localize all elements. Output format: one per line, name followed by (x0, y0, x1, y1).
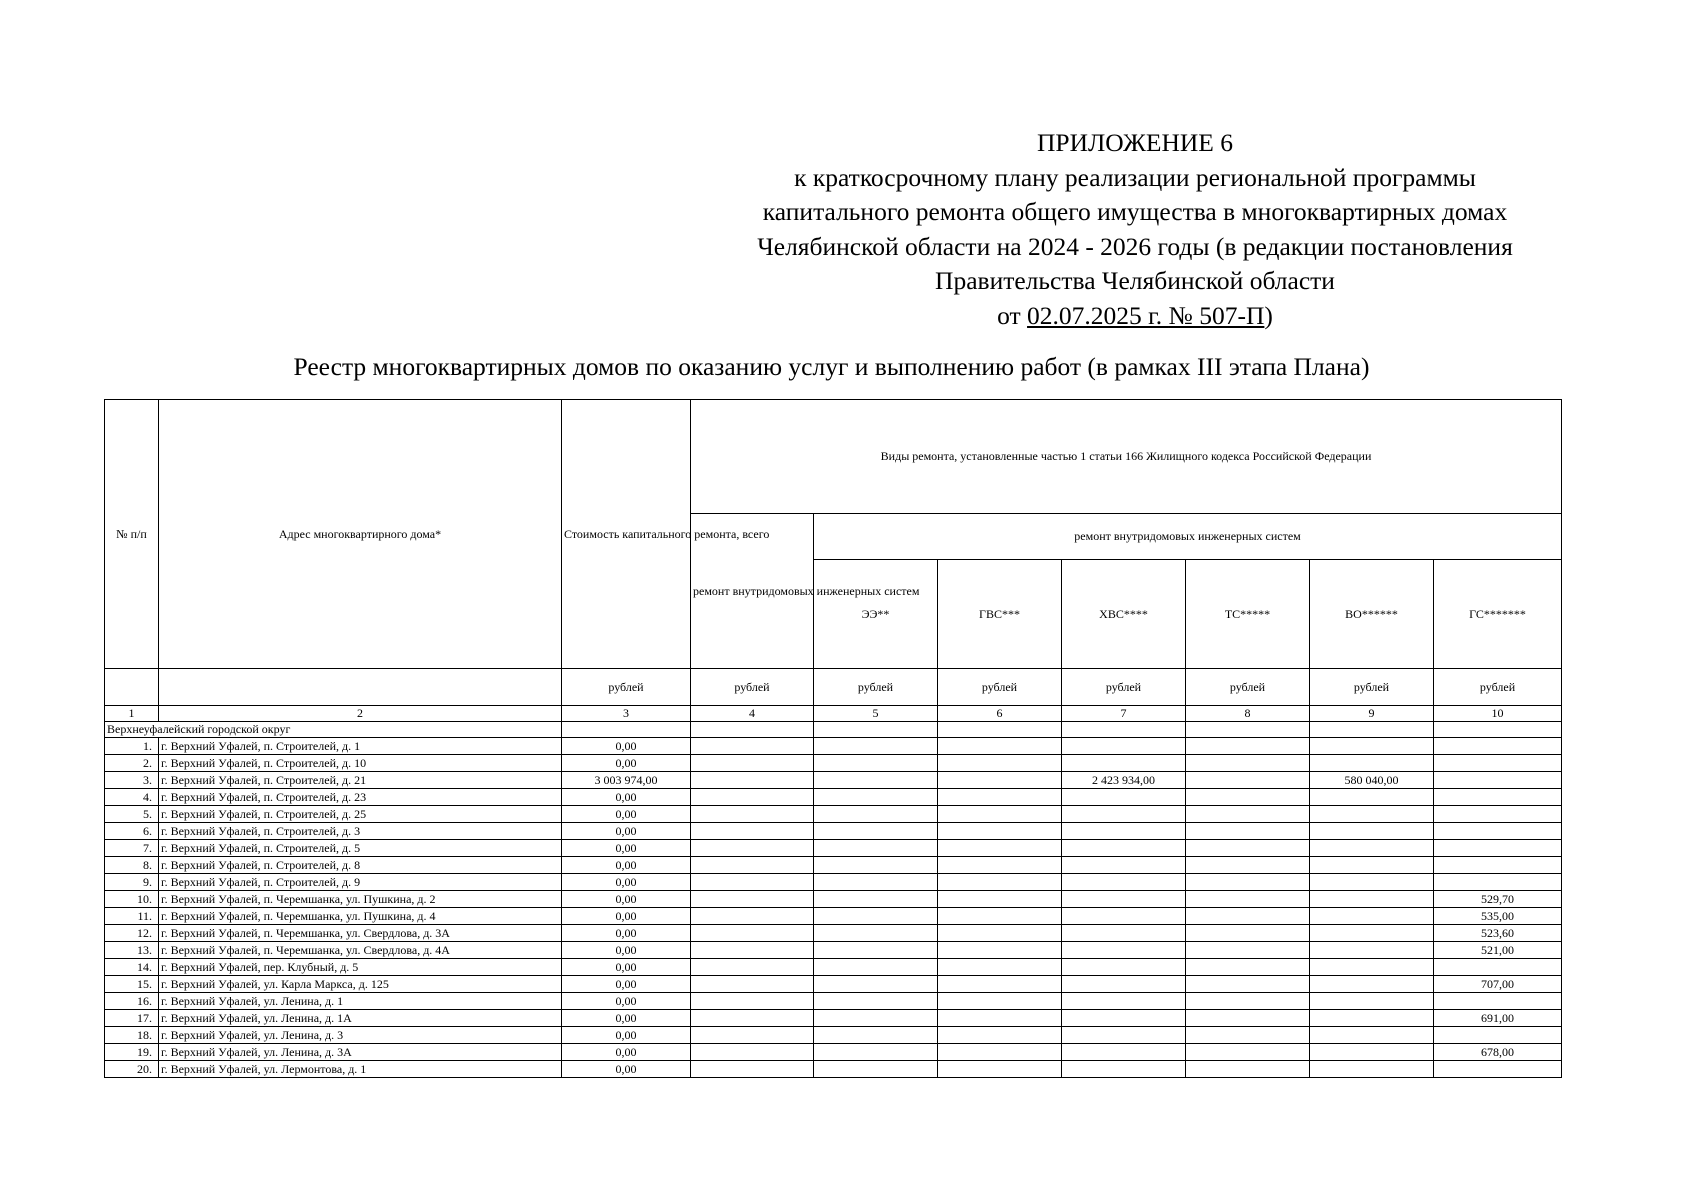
row-gs (1434, 857, 1562, 874)
row-internal (691, 1010, 814, 1027)
row-gvs (938, 789, 1062, 806)
row-gvs (938, 993, 1062, 1010)
row-vo (1310, 755, 1434, 772)
registry-table (104, 399, 1562, 1078)
empty-cell (691, 722, 814, 738)
row-ee (814, 891, 938, 908)
table-row (105, 806, 1562, 823)
row-number: 18. (105, 1027, 159, 1044)
header-hvs: ХВС**** (1062, 560, 1186, 669)
row-number: 17. (105, 1010, 159, 1027)
row-cost: 0,00 (562, 789, 691, 806)
row-address: г. Верхний Уфалей, п. Строителей, д. 25 (159, 806, 562, 823)
header-empty (105, 669, 159, 706)
row-hvs (1062, 891, 1186, 908)
row-gs (1434, 772, 1562, 789)
header-empty (159, 669, 562, 706)
table-row (105, 874, 1562, 891)
header-internal-systems: ремонт внутридомовых инженерных систем (691, 514, 814, 669)
row-ts (1186, 942, 1310, 959)
row-gvs (938, 806, 1062, 823)
unit-ee: рублей (814, 669, 938, 706)
header-internal-systems-group: ремонт внутридомовых инженерных систем (814, 514, 1562, 560)
row-hvs (1062, 755, 1186, 772)
header-gvs: ГВС*** (938, 560, 1062, 669)
row-number: 12. (105, 925, 159, 942)
row-gvs (938, 1044, 1062, 1061)
row-number: 9. (105, 874, 159, 891)
row-vo (1310, 738, 1434, 755)
row-number: 10. (105, 891, 159, 908)
row-cost: 0,00 (562, 874, 691, 891)
row-ee (814, 959, 938, 976)
row-hvs (1062, 1027, 1186, 1044)
row-internal (691, 908, 814, 925)
row-cost: 0,00 (562, 908, 691, 925)
table-row (105, 976, 1562, 993)
table-row (105, 1061, 1562, 1078)
row-hvs (1062, 976, 1186, 993)
row-gs: 529,70 (1434, 891, 1562, 908)
row-ts (1186, 806, 1310, 823)
row-gs (1434, 959, 1562, 976)
row-number: 16. (105, 993, 159, 1010)
table-row (105, 755, 1562, 772)
row-gs (1434, 738, 1562, 755)
row-gvs (938, 1010, 1062, 1027)
row-gs (1434, 840, 1562, 857)
table-row (105, 908, 1562, 925)
row-hvs (1062, 806, 1186, 823)
row-internal (691, 823, 814, 840)
resolution-suffix: ) (1264, 300, 1273, 330)
row-address: г. Верхний Уфалей, пер. Клубный, д. 5 (159, 959, 562, 976)
table-row (105, 1044, 1562, 1061)
table-row (105, 772, 1562, 789)
unit-internal: рублей (691, 669, 814, 706)
row-ts (1186, 857, 1310, 874)
row-hvs (1062, 908, 1186, 925)
row-hvs (1062, 993, 1186, 1010)
row-hvs (1062, 823, 1186, 840)
header-cost: Стоимость капитального ремонта, всего (562, 400, 691, 669)
row-ee (814, 925, 938, 942)
row-internal (691, 857, 814, 874)
row-hvs (1062, 942, 1186, 959)
row-hvs (1062, 789, 1186, 806)
row-address: г. Верхний Уфалей, п. Строителей, д. 21 (159, 772, 562, 789)
row-internal (691, 891, 814, 908)
row-hvs (1062, 959, 1186, 976)
row-gvs (938, 1027, 1062, 1044)
row-gvs (938, 772, 1062, 789)
row-gvs (938, 976, 1062, 993)
row-ee (814, 789, 938, 806)
row-cost: 0,00 (562, 823, 691, 840)
row-internal (691, 789, 814, 806)
row-vo (1310, 840, 1434, 857)
row-ee (814, 1027, 938, 1044)
row-cost: 0,00 (562, 959, 691, 976)
col-number: 5 (814, 706, 938, 722)
row-ee (814, 908, 938, 925)
row-gs (1434, 993, 1562, 1010)
header-ee: ЭЭ** (814, 560, 938, 669)
col-number: 4 (691, 706, 814, 722)
row-internal (691, 959, 814, 976)
row-internal (691, 806, 814, 823)
row-cost: 0,00 (562, 993, 691, 1010)
col-number: 2 (159, 706, 562, 722)
row-ts (1186, 891, 1310, 908)
row-vo: 580 040,00 (1310, 772, 1434, 789)
table-row (105, 891, 1562, 908)
row-gvs (938, 891, 1062, 908)
row-address: г. Верхний Уфалей, ул. Лермонтова, д. 1 (159, 1061, 562, 1078)
unit-cost: рублей (562, 669, 691, 706)
row-number: 8. (105, 857, 159, 874)
row-ee (814, 840, 938, 857)
empty-cell (1310, 722, 1434, 738)
row-ts (1186, 772, 1310, 789)
row-gs (1434, 789, 1562, 806)
row-ee (814, 772, 938, 789)
appendix-header (690, 126, 1580, 333)
unit-vo: рублей (1310, 669, 1434, 706)
row-gs (1434, 1027, 1562, 1044)
row-vo (1310, 925, 1434, 942)
row-ee (814, 806, 938, 823)
row-ee (814, 1061, 938, 1078)
row-internal (691, 925, 814, 942)
row-number: 20. (105, 1061, 159, 1078)
row-internal (691, 993, 814, 1010)
row-gs: 521,00 (1434, 942, 1562, 959)
row-vo (1310, 976, 1434, 993)
row-internal (691, 772, 814, 789)
row-hvs (1062, 738, 1186, 755)
table-row (105, 942, 1562, 959)
row-hvs (1062, 925, 1186, 942)
district-name: Верхнеуфалейский городской округ (105, 722, 562, 738)
row-number: 19. (105, 1044, 159, 1061)
row-cost: 0,00 (562, 755, 691, 772)
row-ts (1186, 823, 1310, 840)
row-ts (1186, 993, 1310, 1010)
row-ee (814, 1010, 938, 1027)
row-number: 11. (105, 908, 159, 925)
row-number: 2. (105, 755, 159, 772)
appendix-line: Правительства Челябинской области (935, 266, 1335, 295)
row-ts (1186, 1061, 1310, 1078)
row-ts (1186, 1010, 1310, 1027)
row-ee (814, 874, 938, 891)
row-hvs: 2 423 934,00 (1062, 772, 1186, 789)
row-ts (1186, 1044, 1310, 1061)
row-ts (1186, 925, 1310, 942)
row-ee (814, 993, 938, 1010)
empty-cell (562, 722, 691, 738)
row-internal (691, 874, 814, 891)
row-cost: 0,00 (562, 1027, 691, 1044)
row-address: г. Верхний Уфалей, п. Строителей, д. 5 (159, 840, 562, 857)
row-ts (1186, 789, 1310, 806)
row-vo (1310, 1044, 1434, 1061)
col-number: 8 (1186, 706, 1310, 722)
row-gs: 523,60 (1434, 925, 1562, 942)
row-gs: 691,00 (1434, 1010, 1562, 1027)
row-internal (691, 840, 814, 857)
row-cost: 0,00 (562, 1061, 691, 1078)
row-number: 4. (105, 789, 159, 806)
table-body (105, 738, 1562, 1078)
row-gs: 678,00 (1434, 1044, 1562, 1061)
table-row (105, 1010, 1562, 1027)
col-number: 7 (1062, 706, 1186, 722)
row-internal (691, 1044, 814, 1061)
row-cost: 0,00 (562, 891, 691, 908)
row-address: г. Верхний Уфалей, п. Строителей, д. 23 (159, 789, 562, 806)
row-gs (1434, 823, 1562, 840)
row-gs (1434, 1061, 1562, 1078)
row-gvs (938, 823, 1062, 840)
row-address: г. Верхний Уфалей, ул. Ленина, д. 1А (159, 1010, 562, 1027)
row-gs (1434, 755, 1562, 772)
row-gvs (938, 874, 1062, 891)
row-vo (1310, 942, 1434, 959)
row-vo (1310, 1061, 1434, 1078)
resolution-date: 02.07.2025 г. (1027, 300, 1169, 330)
resolution-prefix: от (997, 300, 1028, 330)
header-num: № п/п (105, 400, 159, 669)
row-vo (1310, 1027, 1434, 1044)
col-number: 10 (1434, 706, 1562, 722)
row-ee (814, 857, 938, 874)
unit-gs: рублей (1434, 669, 1562, 706)
row-number: 3. (105, 772, 159, 789)
row-vo (1310, 891, 1434, 908)
row-address: г. Верхний Уфалей, п. Черемшанка, ул. Свердлова, д. 4А (159, 942, 562, 959)
table-header (105, 400, 1562, 738)
table-row (105, 1027, 1562, 1044)
row-number: 7. (105, 840, 159, 857)
appendix-line: к краткосрочному плану реализации региональной программы (794, 162, 1476, 192)
header-ts: ТС***** (1186, 560, 1310, 669)
row-cost: 0,00 (562, 976, 691, 993)
row-number: 5. (105, 806, 159, 823)
row-gs (1434, 806, 1562, 823)
row-gvs (938, 925, 1062, 942)
row-cost: 3 003 974,00 (562, 772, 691, 789)
row-address: г. Верхний Уфалей, п. Строителей, д. 8 (159, 857, 562, 874)
row-address: г. Верхний Уфалей, п. Строителей, д. 1 (159, 738, 562, 755)
row-hvs (1062, 1061, 1186, 1078)
row-gvs (938, 959, 1062, 976)
unit-gvs: рублей (938, 669, 1062, 706)
row-internal (691, 1027, 814, 1044)
row-internal (691, 1061, 814, 1078)
row-vo (1310, 993, 1434, 1010)
row-ee (814, 942, 938, 959)
appendix-title: ПРИЛОЖЕНИЕ 6 (1036, 128, 1234, 157)
row-number: 6. (105, 823, 159, 840)
row-address: г. Верхний Уфалей, п. Черемшанка, ул. Пушкина, д. 2 (159, 891, 562, 908)
row-gs: 707,00 (1434, 976, 1562, 993)
appendix-line: Челябинской области на 2024 - 2026 годы (в редакции постановления (757, 231, 1513, 261)
row-address: г. Верхний Уфалей, п. Строителей, д. 9 (159, 874, 562, 891)
row-gs (1434, 874, 1562, 891)
col-number: 3 (562, 706, 691, 722)
table-row (105, 925, 1562, 942)
row-number: 13. (105, 942, 159, 959)
row-address: г. Верхний Уфалей, ул. Карла Маркса, д. 125 (159, 976, 562, 993)
row-internal (691, 942, 814, 959)
row-ts (1186, 840, 1310, 857)
empty-cell (1434, 722, 1562, 738)
row-internal (691, 976, 814, 993)
table-row (105, 823, 1562, 840)
row-cost: 0,00 (562, 857, 691, 874)
col-number: 6 (938, 706, 1062, 722)
registry-title: Реестр многоквартирных домов по оказанию услуг и выполнению работ (в рамках III этапа Плана) (293, 352, 1370, 381)
row-gvs (938, 755, 1062, 772)
unit-hvs: рублей (1062, 669, 1186, 706)
appendix-resolution-line (690, 299, 1580, 334)
row-ee (814, 738, 938, 755)
empty-cell (938, 722, 1062, 738)
row-ee (814, 823, 938, 840)
table-row (105, 789, 1562, 806)
header-gs: ГС******* (1434, 560, 1562, 669)
col-number: 9 (1310, 706, 1434, 722)
row-hvs (1062, 1010, 1186, 1027)
unit-ts: рублей (1186, 669, 1310, 706)
row-gs: 535,00 (1434, 908, 1562, 925)
empty-cell (814, 722, 938, 738)
row-address: г. Верхний Уфалей, п. Черемшанка, ул. Свердлова, д. 3А (159, 925, 562, 942)
row-address: г. Верхний Уфалей, ул. Ленина, д. 3А (159, 1044, 562, 1061)
row-address: г. Верхний Уфалей, п. Строителей, д. 3 (159, 823, 562, 840)
row-address: г. Верхний Уфалей, п. Черемшанка, ул. Пушкина, д. 4 (159, 908, 562, 925)
row-vo (1310, 823, 1434, 840)
row-gvs (938, 840, 1062, 857)
row-vo (1310, 959, 1434, 976)
empty-cell (1186, 722, 1310, 738)
row-ts (1186, 908, 1310, 925)
row-vo (1310, 1010, 1434, 1027)
row-gvs (938, 857, 1062, 874)
row-gvs (938, 1061, 1062, 1078)
row-address: г. Верхний Уфалей, п. Строителей, д. 10 (159, 755, 562, 772)
row-ts (1186, 738, 1310, 755)
row-cost: 0,00 (562, 942, 691, 959)
table-row (105, 857, 1562, 874)
row-vo (1310, 789, 1434, 806)
row-internal (691, 738, 814, 755)
row-hvs (1062, 1044, 1186, 1061)
row-hvs (1062, 857, 1186, 874)
row-number: 14. (105, 959, 159, 976)
col-number: 1 (105, 706, 159, 722)
row-ts (1186, 874, 1310, 891)
row-address: г. Верхний Уфалей, ул. Ленина, д. 3 (159, 1027, 562, 1044)
header-address: Адрес многоквартирного дома* (159, 400, 562, 669)
row-cost: 0,00 (562, 840, 691, 857)
row-ee (814, 755, 938, 772)
resolution-number: № 507-П (1168, 300, 1265, 330)
header-vo: ВО****** (1310, 560, 1434, 669)
row-ts (1186, 1027, 1310, 1044)
table-row (105, 993, 1562, 1010)
row-ee (814, 976, 938, 993)
table-row (105, 959, 1562, 976)
row-vo (1310, 908, 1434, 925)
row-gvs (938, 942, 1062, 959)
row-ee (814, 1044, 938, 1061)
row-gvs (938, 908, 1062, 925)
row-cost: 0,00 (562, 925, 691, 942)
header-repair-types: Виды ремонта, установленные частью 1 статьи 166 Жилищного кодекса Российской Федерации (691, 400, 1562, 514)
appendix-line: капитального ремонта общего имущества в многоквартирных домах (762, 197, 1508, 226)
row-address: г. Верхний Уфалей, ул. Ленина, д. 1 (159, 993, 562, 1010)
row-cost: 0,00 (562, 738, 691, 755)
row-vo (1310, 874, 1434, 891)
row-vo (1310, 857, 1434, 874)
row-ts (1186, 976, 1310, 993)
row-number: 15. (105, 976, 159, 993)
row-ts (1186, 959, 1310, 976)
row-cost: 0,00 (562, 1010, 691, 1027)
row-gvs (938, 738, 1062, 755)
row-number: 1. (105, 738, 159, 755)
row-vo (1310, 806, 1434, 823)
row-cost: 0,00 (562, 1044, 691, 1061)
table-row (105, 840, 1562, 857)
row-cost: 0,00 (562, 806, 691, 823)
row-ts (1186, 755, 1310, 772)
row-hvs (1062, 840, 1186, 857)
row-internal (691, 755, 814, 772)
row-hvs (1062, 874, 1186, 891)
empty-cell (1062, 722, 1186, 738)
table-row (105, 738, 1562, 755)
